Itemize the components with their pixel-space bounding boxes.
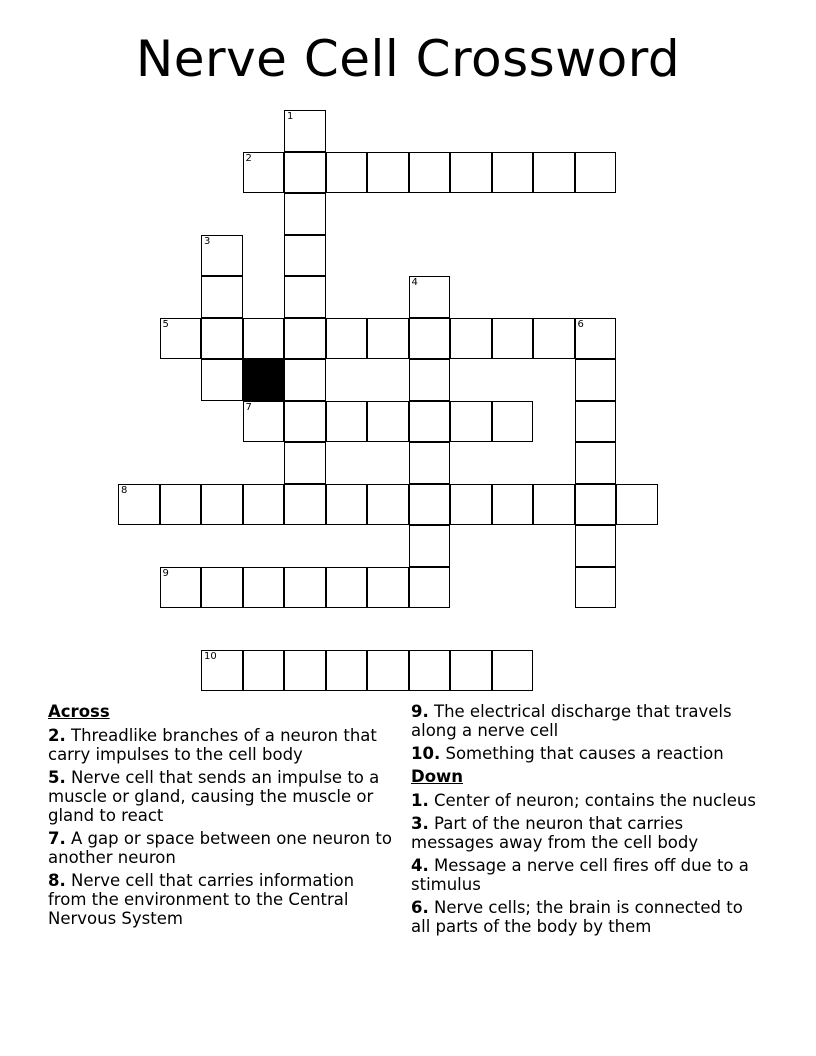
clue-number: 8. bbox=[48, 871, 66, 890]
clue-item bbox=[48, 726, 393, 764]
clue-number-label: 4 bbox=[411, 277, 418, 288]
crossword-cell[interactable] bbox=[409, 525, 451, 567]
across-clue-list bbox=[48, 726, 393, 928]
clue-text: Threadlike branches of a neuron that carry impulses to the cell body bbox=[48, 726, 377, 764]
crossword-cell[interactable] bbox=[575, 442, 617, 484]
crossword-cell[interactable] bbox=[284, 442, 326, 484]
clue-number: 9. bbox=[411, 702, 429, 721]
crossword-cell[interactable] bbox=[284, 235, 326, 277]
crossword-cell[interactable] bbox=[450, 401, 492, 443]
clue-number-label: 9 bbox=[162, 567, 169, 579]
crossword-cell[interactable] bbox=[492, 152, 534, 194]
down-heading: Down bbox=[411, 767, 464, 786]
crossword-cell[interactable] bbox=[575, 359, 617, 401]
crossword-cell[interactable] bbox=[492, 484, 534, 526]
crossword-cell[interactable] bbox=[367, 567, 409, 609]
clue-item bbox=[411, 791, 761, 810]
crossword-cell[interactable] bbox=[409, 442, 451, 484]
crossword-cell[interactable] bbox=[284, 193, 326, 235]
crossword-cell[interactable] bbox=[367, 401, 409, 443]
crossword-cell[interactable] bbox=[326, 650, 368, 692]
crossword-cell[interactable] bbox=[284, 401, 326, 443]
crossword-cell[interactable] bbox=[201, 650, 243, 692]
crossword-cell[interactable] bbox=[118, 484, 160, 526]
crossword-cell[interactable] bbox=[243, 484, 285, 526]
clue-number-label: 2 bbox=[245, 152, 252, 164]
clue-text: Center of neuron; contains the nucleus bbox=[428, 791, 756, 810]
crossword-cell[interactable] bbox=[492, 650, 534, 692]
crossword-cell[interactable] bbox=[284, 567, 326, 609]
clues-left-column bbox=[48, 702, 393, 932]
black-square bbox=[243, 359, 285, 401]
page-title: Nerve Cell Crossword bbox=[135, 30, 681, 88]
crossword-cell[interactable] bbox=[243, 650, 285, 692]
crossword-cell[interactable] bbox=[450, 152, 492, 194]
crossword-cell[interactable] bbox=[284, 318, 326, 360]
crossword-cell[interactable] bbox=[533, 484, 575, 526]
clue-text: Nerve cells; the brain is connected to all parts of the body by them bbox=[411, 898, 743, 936]
clue-number-label: 6 bbox=[577, 318, 584, 330]
crossword-cell[interactable] bbox=[575, 525, 617, 567]
crossword-cell[interactable] bbox=[326, 567, 368, 609]
crossword-cell[interactable] bbox=[575, 567, 617, 609]
clue-number-label: 3 bbox=[204, 235, 211, 247]
clue-number-label: 5 bbox=[162, 318, 169, 330]
crossword-cell[interactable] bbox=[201, 318, 243, 360]
down-clue-list bbox=[411, 791, 761, 936]
crossword-cell[interactable] bbox=[160, 484, 202, 526]
crossword-cell[interactable] bbox=[326, 484, 368, 526]
crossword-cell[interactable] bbox=[575, 401, 617, 443]
clue-number: 5. bbox=[48, 768, 66, 787]
crossword-cell[interactable] bbox=[160, 318, 202, 360]
clue-number: 2. bbox=[48, 726, 66, 745]
clue-item bbox=[411, 814, 761, 852]
crossword-cell[interactable] bbox=[284, 484, 326, 526]
crossword-cell[interactable] bbox=[492, 318, 534, 360]
crossword-cell[interactable] bbox=[284, 276, 326, 318]
crossword-cell[interactable] bbox=[492, 401, 534, 443]
clue-number: 4. bbox=[411, 856, 429, 875]
clue-item bbox=[411, 898, 761, 936]
crossword-cell[interactable] bbox=[160, 567, 202, 609]
crossword-cell[interactable] bbox=[201, 484, 243, 526]
crossword-cell[interactable] bbox=[409, 567, 451, 609]
clue-text: The electrical discharge that travels along a nerve cell bbox=[411, 702, 732, 740]
crossword-cell[interactable] bbox=[201, 359, 243, 401]
clue-text: Nerve cell that carries information from the environment to the Central Nervous System bbox=[48, 871, 355, 928]
crossword-cell[interactable] bbox=[201, 276, 243, 318]
crossword-cell[interactable] bbox=[201, 567, 243, 609]
clue-text: Message a nerve cell fires off due to a stimulus bbox=[411, 856, 749, 894]
crossword-cell[interactable] bbox=[409, 152, 451, 194]
clue-number: 6. bbox=[411, 898, 429, 917]
crossword-cell[interactable] bbox=[201, 235, 243, 277]
clue-number: 3. bbox=[411, 814, 429, 833]
crossword-cell[interactable] bbox=[284, 152, 326, 194]
crossword-cell[interactable] bbox=[409, 401, 451, 443]
across-heading: Across bbox=[48, 702, 110, 721]
crossword-cell[interactable] bbox=[367, 484, 409, 526]
clue-number-label: 8 bbox=[121, 484, 128, 496]
clue-number-label: 10 bbox=[204, 650, 217, 662]
crossword-cell[interactable] bbox=[367, 318, 409, 360]
clue-text: Nerve cell that sends an impulse to a muscle or gland, causing the muscle or gland to react bbox=[48, 768, 380, 825]
crossword-cell[interactable] bbox=[284, 110, 326, 152]
clue-item bbox=[411, 856, 761, 894]
clue-text: Part of the neuron that carries messages away from the cell body bbox=[411, 814, 699, 852]
crossword-cell[interactable] bbox=[243, 318, 285, 360]
crossword-cell[interactable] bbox=[409, 318, 451, 360]
across-clue-list-continued bbox=[411, 702, 761, 763]
crossword-cell[interactable] bbox=[409, 276, 451, 318]
crossword-cell[interactable] bbox=[284, 650, 326, 692]
clue-text: A gap or space between one neuron to another neuron bbox=[48, 829, 392, 867]
crossword-cell[interactable] bbox=[326, 152, 368, 194]
crossword-cell[interactable] bbox=[326, 318, 368, 360]
clue-number-label: 1 bbox=[287, 111, 294, 122]
crossword-cell[interactable] bbox=[243, 152, 285, 194]
clue-item bbox=[411, 702, 761, 740]
crossword-cell[interactable] bbox=[409, 484, 451, 526]
crossword-cell[interactable] bbox=[243, 401, 285, 443]
crossword-cell[interactable] bbox=[575, 318, 617, 360]
crossword-cell[interactable] bbox=[450, 650, 492, 692]
crossword-cell[interactable] bbox=[533, 318, 575, 360]
clue-number: 10. bbox=[411, 744, 441, 763]
clue-item bbox=[48, 768, 393, 825]
crossword-cell[interactable] bbox=[575, 484, 617, 526]
crossword-cell[interactable] bbox=[243, 567, 285, 609]
clue-number: 1. bbox=[411, 791, 429, 810]
crossword-cell[interactable] bbox=[367, 650, 409, 692]
clue-number: 7. bbox=[48, 829, 66, 848]
crossword-cell[interactable] bbox=[409, 650, 451, 692]
crossword-cell[interactable] bbox=[533, 152, 575, 194]
clue-item bbox=[48, 829, 393, 867]
clues-right-column bbox=[411, 702, 761, 940]
clue-item bbox=[48, 871, 393, 928]
clue-item bbox=[411, 744, 761, 763]
crossword-cell[interactable] bbox=[450, 484, 492, 526]
crossword-cell[interactable] bbox=[450, 318, 492, 360]
crossword-cell[interactable] bbox=[616, 484, 658, 526]
crossword-cell[interactable] bbox=[409, 359, 451, 401]
crossword-cell[interactable] bbox=[367, 152, 409, 194]
clue-number-label: 7 bbox=[245, 401, 252, 413]
crossword-cell[interactable] bbox=[284, 359, 326, 401]
clue-text: Something that causes a reaction bbox=[440, 744, 724, 763]
crossword-cell[interactable] bbox=[326, 401, 368, 443]
crossword-cell[interactable] bbox=[575, 152, 617, 194]
